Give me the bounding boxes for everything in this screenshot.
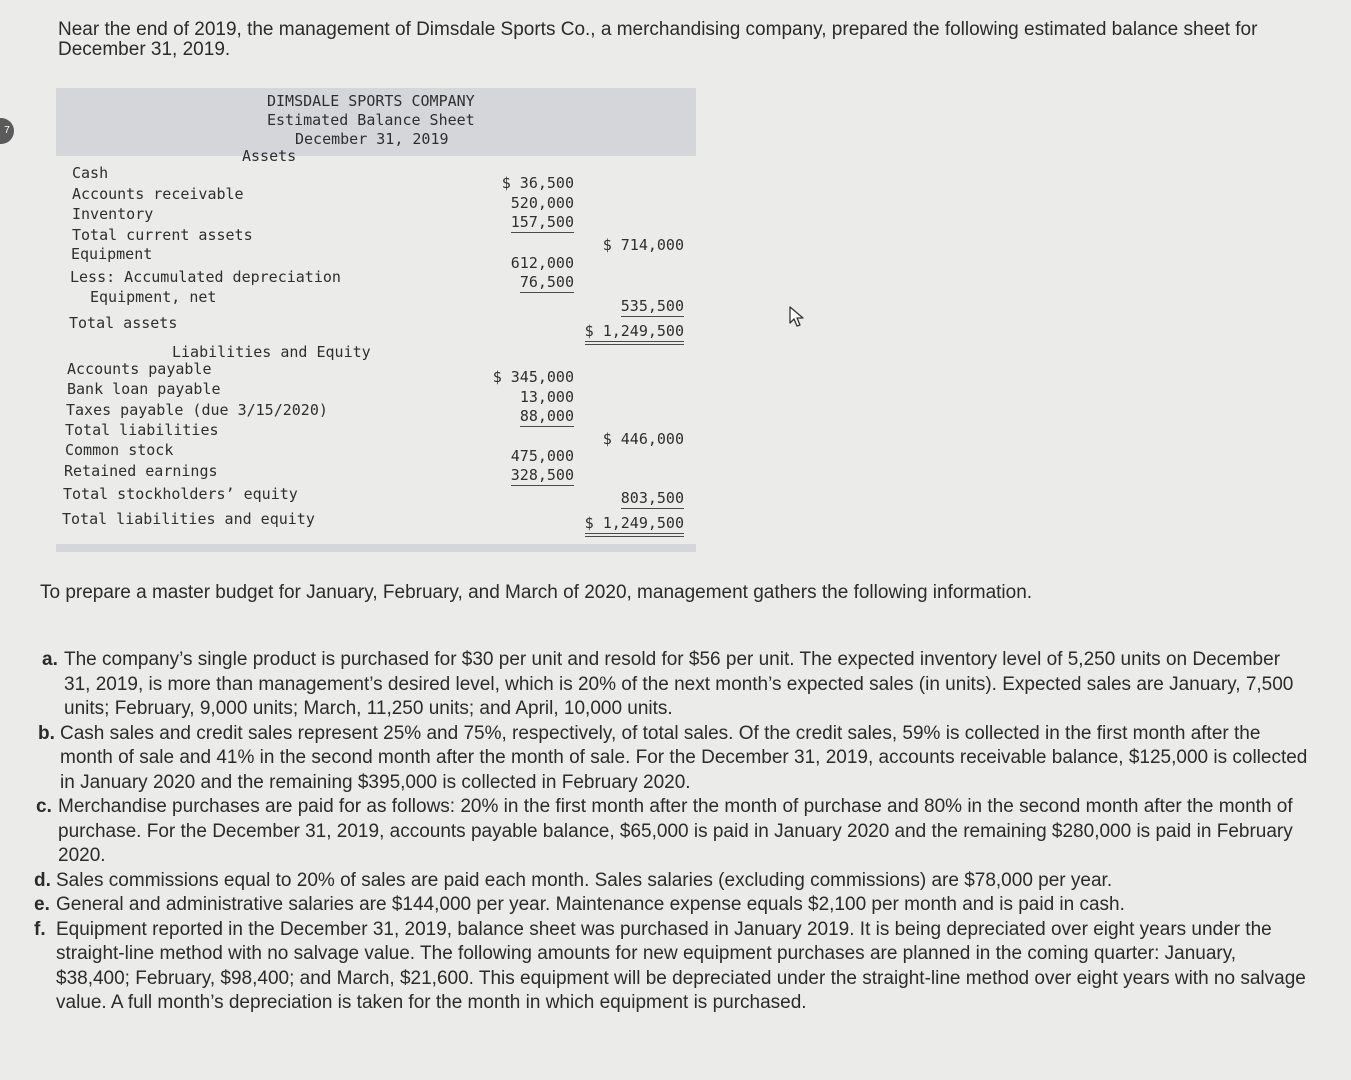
- total-current-assets-value: $ 714,000: [602, 236, 684, 254]
- assets-heading: Assets: [242, 147, 297, 165]
- common-stock-value: 475,000: [510, 447, 574, 465]
- inventory-label: Inventory: [72, 205, 154, 223]
- balance-sheet: [56, 88, 696, 558]
- item-label: c.: [36, 796, 52, 817]
- balance-sheet-header: [56, 88, 696, 156]
- liabilities-equity-heading: Liabilities and Equity: [172, 343, 371, 361]
- accumulated-depreciation-value: 76,500: [519, 273, 574, 291]
- balance-sheet-footer-bar: [56, 544, 696, 552]
- equipment-label: Equipment: [71, 245, 153, 263]
- item-text: Equipment reported in the December 31, 2019, balance sheet was purchased in January 2019. It is being depreciated over eight years under the straight-line method with no salvage value. The following amounts for new equipment purchases are planned in the coming quarter: January, $38,400; February, $98,400; and March, $21,600. This equipment will be depreciated under the straight-line method over eight years with no salvage value. A full month’s depreciation is taken for the month in which equipment is purchased.: [56, 918, 1306, 1013]
- list-item: [34, 869, 1309, 894]
- list-item: [38, 722, 1309, 796]
- list-item: [36, 795, 1309, 869]
- statement-title: Estimated Balance Sheet: [267, 111, 475, 129]
- total-stockholders-equity-value: 803,500: [620, 489, 684, 507]
- accounts-payable-label: Accounts payable: [67, 360, 212, 378]
- accounts-payable-value: $ 345,000: [492, 368, 574, 386]
- statement-date: December 31, 2019: [295, 130, 449, 148]
- item-label: b.: [38, 722, 55, 744]
- item-text: The company’s single product is purchased for $30 per unit and resold for $56 per unit. The expected inventory level of 5,250 units on December 31, 2019, is more than management’s desired level, which is 20% of the next month’s expected sales (in units). Expected sales are January, 7,500 units; February, 9,000 units; March, 11,250 units; and April, 10,000 units.: [64, 649, 1294, 719]
- total-liabilities-equity-value: $ 1,249,500: [585, 514, 684, 537]
- equipment-net-value: 535,500: [620, 297, 684, 315]
- bank-loan-value: 13,000: [519, 388, 574, 406]
- accounts-receivable-value: 520,000: [510, 194, 574, 212]
- list-item: [34, 893, 1309, 918]
- total-assets-value: $ 1,249,500: [585, 322, 684, 345]
- item-text: Merchandise purchases are paid for as follows: 20% in the first month after the month of purchase and 80% in the second month after the month of purchase. For the December 31, 2019, accounts payable balance, $65,000 is paid in January 2020 and the remaining $280,000 is paid in February 2020.: [58, 796, 1293, 866]
- intro-paragraph: Near the end of 2019, the management of Dimsdale Sports Co., a merchandising company, prepared the following estimated balance sheet for December 31, 2019.: [58, 19, 1258, 60]
- equipment-value: 612,000: [510, 254, 574, 272]
- item-text: General and administrative salaries are $144,000 per year. Maintenance expense equals $2,100 per month and is paid in cash.: [56, 894, 1125, 915]
- total-liabilities-equity-label: Total liabilities and equity: [62, 510, 315, 528]
- total-liabilities-label: Total liabilities: [65, 421, 219, 439]
- item-label: f.: [34, 918, 46, 940]
- cash-label: Cash: [72, 164, 109, 182]
- lead-paragraph: To prepare a master budget for January, February, and March of 2020, management gathers the following information.: [40, 582, 1033, 603]
- accounts-receivable-label: Accounts receivable: [72, 185, 244, 203]
- mouse-pointer-icon: [788, 306, 806, 328]
- list-item: [34, 918, 1309, 1016]
- item-label: a.: [42, 649, 58, 670]
- accumulated-depreciation-label: Less: Accumulated depreciation: [70, 268, 341, 286]
- common-stock-label: Common stock: [65, 441, 174, 459]
- question-number-badge: 7: [0, 118, 14, 144]
- taxes-payable-label: Taxes payable (due 3/15/2020): [66, 401, 328, 419]
- total-liabilities-value: $ 446,000: [602, 430, 684, 448]
- retained-earnings-label: Retained earnings: [64, 462, 218, 480]
- retained-earnings-value: 328,500: [510, 466, 574, 484]
- company-name: DIMSDALE SPORTS COMPANY: [267, 92, 475, 110]
- cash-value: $ 36,500: [501, 174, 574, 192]
- total-current-assets-label: Total current assets: [72, 226, 253, 244]
- equipment-net-label: Equipment, net: [90, 288, 217, 306]
- inventory-value: 157,500: [510, 213, 574, 231]
- item-label: d.: [34, 869, 51, 891]
- total-assets-label: Total assets: [69, 314, 178, 332]
- bank-loan-label: Bank loan payable: [67, 380, 221, 398]
- item-text: Sales commissions equal to 20% of sales are paid each month. Sales salaries (excluding commissions) are $78,000 per year.: [56, 869, 1113, 891]
- taxes-payable-value: 88,000: [519, 407, 574, 425]
- total-stockholders-equity-label: Total stockholders’ equity: [63, 485, 298, 503]
- info-list: [34, 648, 1309, 1016]
- item-label: e.: [34, 894, 50, 915]
- item-text: Cash sales and credit sales represent 25% and 75%, respectively, of total sales. Of the credit sales, 59% is collected in the first month after the month of sale and 41% in the second month after the month of sale. For the December 31, 2019, accounts receivable balance, $125,000 is collected in January 2020 and the remaining $395,000 is collected in February 2020.: [60, 722, 1308, 793]
- list-item: [42, 648, 1309, 722]
